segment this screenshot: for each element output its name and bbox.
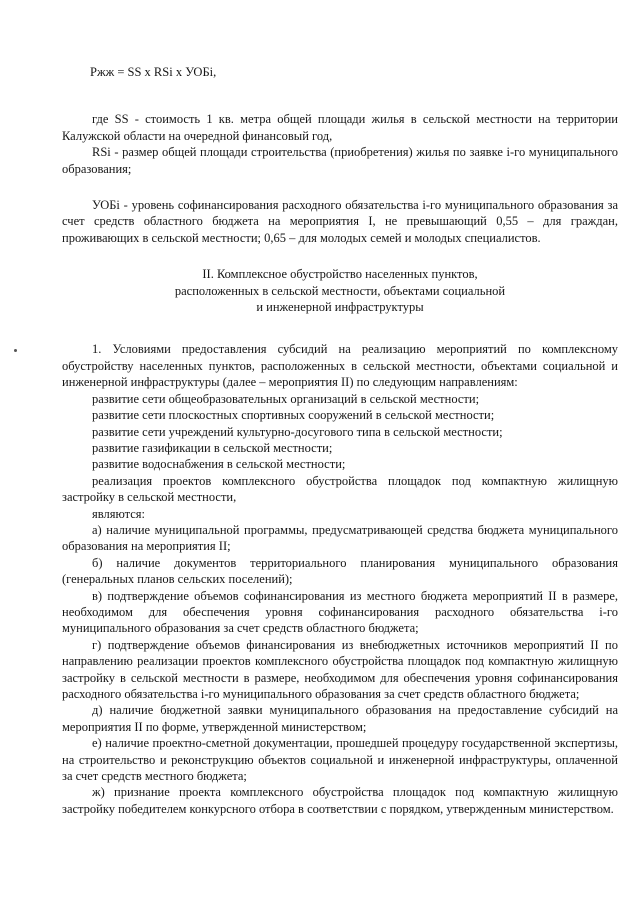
condition-item: б) наличие документов территориального планирования муниципального образования (генеральных планов сельских поселений);	[62, 555, 618, 587]
section-body	[62, 341, 618, 817]
direction-item: развитие водоснабжения в сельской местности;	[92, 457, 346, 472]
section-heading-line-1: II. Комплексное обустройство населенных пунктов,	[202, 267, 478, 282]
direction-item: реализация проектов комплексного обустройства площадок под компактную жилищную застройку в сельской местности,	[62, 473, 618, 505]
definition-rsi: RSi - размер общей площади строительства (приобретения) жилья по заявке i-го муниципального образования;	[62, 145, 618, 176]
condition-item: д) наличие бюджетной заявки муниципального образования на предоставление субсидий на мероприятия II по форме, утвержденной министерством;	[62, 703, 618, 734]
scan-artifact-dot	[14, 349, 17, 352]
condition-item: г) подтверждение объемов финансирования из внебюджетных источников мероприятий II по направлению реализации проектов комплексного обустройства площадок под компактную жилищную застройку в сельской местности в размере, необходимом для обеспечения уровня софинансирования расходного обязательства i-го муниципального образования за счет средств областного бюджета;	[62, 637, 618, 701]
section-intro: 1. Условиями предоставления субсидий на реализацию мероприятий по комплексному обустройству населенных пунктов, расположенных в сельской местности, объектами социальной и инженерной инфраструктуры (далее – мероприятия II) по следующим направлениям:	[62, 342, 618, 390]
document-content	[62, 64, 618, 817]
section-heading	[62, 266, 618, 315]
condition-item: в) подтверждение объемов софинансирования из местного бюджета мероприятий II в размере, необходимом для обеспечения уровня софинансирования расходного обязательства i-го муниципального образования за счет средств областного бюджета;	[62, 588, 618, 636]
direction-item: развитие сети общеобразовательных организаций в сельской местности;	[92, 391, 480, 406]
condition-item: а) наличие муниципальной программы, предусматривающей средства бюджета муниципального образования на мероприятия II;	[62, 522, 618, 554]
section-heading-line-2: расположенных в сельской местности, объектами социальной	[174, 283, 506, 298]
are-label: являются:	[92, 506, 146, 521]
condition-item: е) наличие проектно-сметной документации, прошедшей процедуру государственной экспертизы, на строительство и реконструкцию объектов социальной и инженерной инфраструктуры, оплаченной за счет средств местного бюджета;	[62, 736, 618, 784]
definition-ss: где SS - стоимость 1 кв. метра общей площади жилья в сельской местности на территории Калужской области на очередной финансовый год,	[62, 112, 618, 143]
section-heading-line-3: и инженерной инфраструктуры	[256, 300, 424, 315]
condition-item: ж) признание проекта комплексного обустройства площадок под компактную жилищную застройку победителем конкурсного отбора в соответствии с порядком, утвержденным министерством.	[62, 785, 618, 816]
definition-uobi: УОБi - уровень софинансирования расходного обязательства i-го муниципального образования за счет средств областного бюджета на мероприятия I, не превышающий 0,55 – для граждан, проживающих в сельской местности; 0,65 – для молодых семей и молодых специалистов.	[62, 198, 618, 245]
formula: Ржж = SS x RSi x УОБi,	[90, 65, 217, 79]
direction-item: развитие сети учреждений культурно-досугового типа в сельской местности;	[92, 424, 503, 439]
direction-item: развитие газификации в сельской местности;	[92, 440, 333, 455]
direction-item: развитие сети плоскостных спортивных сооружений в сельской местности;	[92, 408, 495, 423]
